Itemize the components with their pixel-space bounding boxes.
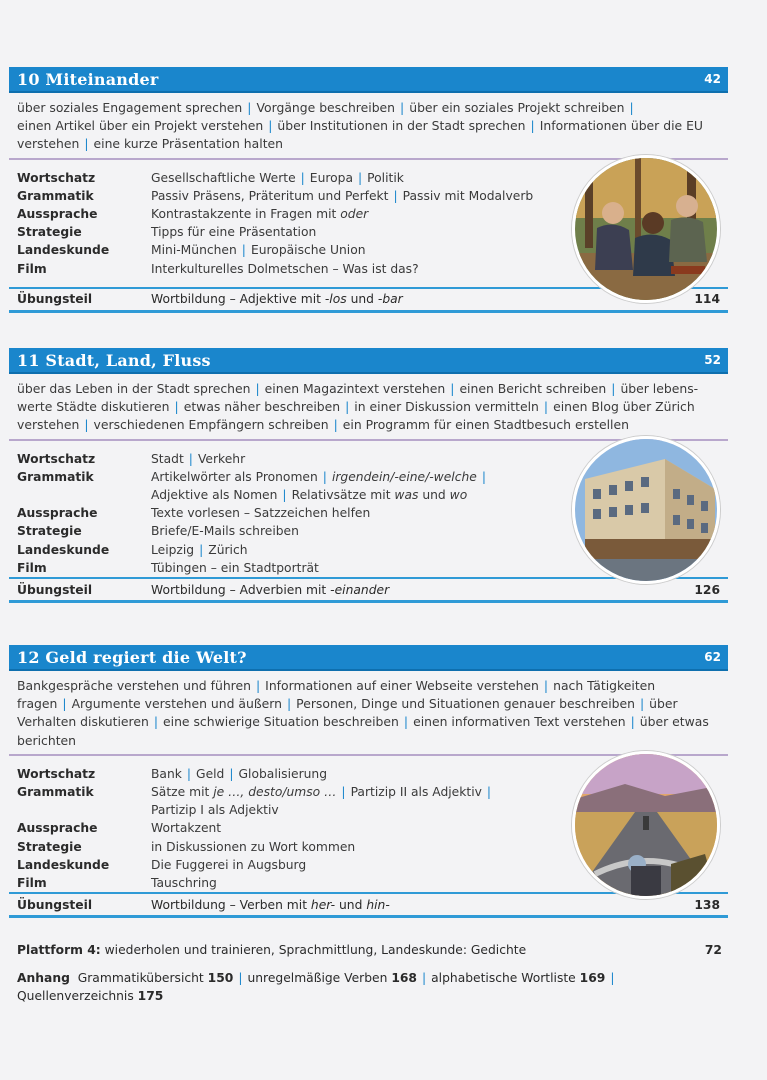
chapter-title: 11 Stadt, Land, Fluss (17, 350, 211, 370)
chapter-details (9, 756, 728, 892)
plattform-entry[interactable]: Plattform 4: wiederholen und trainieren, Sprachmittlung, Landeskunde: Gedichte 72 (17, 943, 722, 957)
row-grammatik: Grammatik Sätze mit je …, desto/umso … | Partizip II als Adjektiv | (17, 785, 492, 800)
uebungsteil-row[interactable]: Übungsteil Wortbildung – Verben mit her- und hin- 138 (9, 892, 728, 918)
chapter-goals: über das Leben in der Stadt sprechen | einen Magazintext verstehen | einen Bericht schreiben | über lebens-werte Städte diskutieren | etwas näher beschreiben | in einer Diskussion vermitteln | einen Blog über Zürich verstehen | verschiedenen Empfängern schreiben | ein Programm für einen Stadtbesuch erstellen (17, 381, 699, 433)
chapter-goals: Bankgespräche verstehen und führen | Informationen auf einer Webseite verstehen | nach Tätigkeiten fragen | Argumente verstehen und äußern | Personen, Dinge und Situationen genauer beschreiben | über Verhalten diskutieren | eine schwierige Situation beschreiben | einen informativen Text verstehen | über etwas berichten (17, 678, 709, 748)
row-wortschatz: Wortschatz Bank | Geld | Globalisierung (17, 766, 328, 781)
row-landeskunde: Landeskunde Leipzig | Zürich (17, 542, 248, 557)
group-of-friends-photo (572, 155, 720, 303)
chapter-header[interactable] (9, 645, 728, 671)
row-film: Film Tübingen – ein Stadtporträt (17, 560, 319, 575)
motorcycle-road-photo (572, 751, 720, 899)
chapter-10 (9, 67, 728, 313)
uebung-page-number: 138 (694, 897, 720, 912)
row-landeskunde: Landeskunde Die Fuggerei in Augsburg (17, 857, 307, 872)
row-strategie: Strategie in Diskussionen zu Wort kommen (17, 839, 356, 854)
row-grammatik: Grammatik Passiv Präsens, Präteritum und Perfekt | Passiv mit Modalverb (17, 188, 534, 203)
row-wortschatz: Wortschatz Stadt | Verkehr (17, 451, 246, 466)
row-film: Film Interkulturelles Dolmetschen – Was ist das? (17, 261, 419, 276)
row-grammatik: Grammatik Artikelwörter als Pronomen | irgendein/-eine/-welche | (17, 469, 486, 484)
uebungsteil-row[interactable]: Übungsteil Wortbildung – Adjektive mit -los und -bar 114 (9, 287, 728, 313)
uebung-page-number: 114 (694, 292, 720, 307)
row-strategie: Strategie Tipps für eine Präsentation (17, 225, 317, 240)
plattform-page-number: 72 (704, 943, 722, 957)
row-aussprache: Aussprache Kontrastakzente in Fragen mit oder (17, 207, 369, 222)
row-film: Film Tauschring (17, 876, 217, 891)
chapter-details (9, 441, 728, 577)
row-landeskunde: Landeskunde Mini-München | Europäische Union (17, 243, 366, 258)
city-building-photo (572, 436, 720, 584)
row-grammatik-cont: Partizip I als Adjektiv (151, 803, 279, 818)
chapter-title: 10 Miteinander (17, 69, 159, 89)
chapter-details (9, 160, 728, 287)
row-aussprache: Aussprache Texte vorlesen – Satzzeichen helfen (17, 506, 371, 521)
uebung-page-number: 126 (694, 582, 720, 597)
anhang-entry[interactable]: Anhang Grammatikübersicht 150 | unregelmäßige Verben 168 | alphabetische Wortliste 169 | Quellenverzeichnis 175 (17, 971, 615, 1003)
row-wortschatz: Wortschatz Gesellschaftliche Werte | Europa | Politik (17, 170, 404, 185)
separator: | (247, 100, 252, 115)
row-strategie: Strategie Briefe/E-Mails schreiben (17, 524, 299, 539)
row-aussprache: Aussprache Wortakzent (17, 821, 222, 836)
chapter-goals: über soziales Engagement sprechen | Vorgänge beschreiben | über ein soziales Projekt schreiben | einen Artikel über ein Projekt verstehen | über Institutionen in der Stadt sprechen | Informationen über die EU verstehen | eine kurze Präsentation halten (17, 100, 703, 152)
chapter-page-number: 52 (704, 353, 721, 367)
uebungsteil-row[interactable]: Übungsteil Wortbildung – Adverbien mit -einander 126 (9, 577, 728, 603)
chapter-page-number: 42 (704, 72, 721, 86)
chapter-page-number: 62 (704, 650, 721, 664)
chapter-11 (9, 348, 728, 603)
chapter-header[interactable] (9, 67, 728, 93)
row-grammatik-cont: Adjektive als Nomen | Relativsätze mit was und wo (151, 488, 468, 503)
chapter-12 (9, 645, 728, 918)
chapter-title: 12 Geld regiert die Welt? (17, 647, 247, 667)
chapter-header[interactable] (9, 348, 728, 374)
